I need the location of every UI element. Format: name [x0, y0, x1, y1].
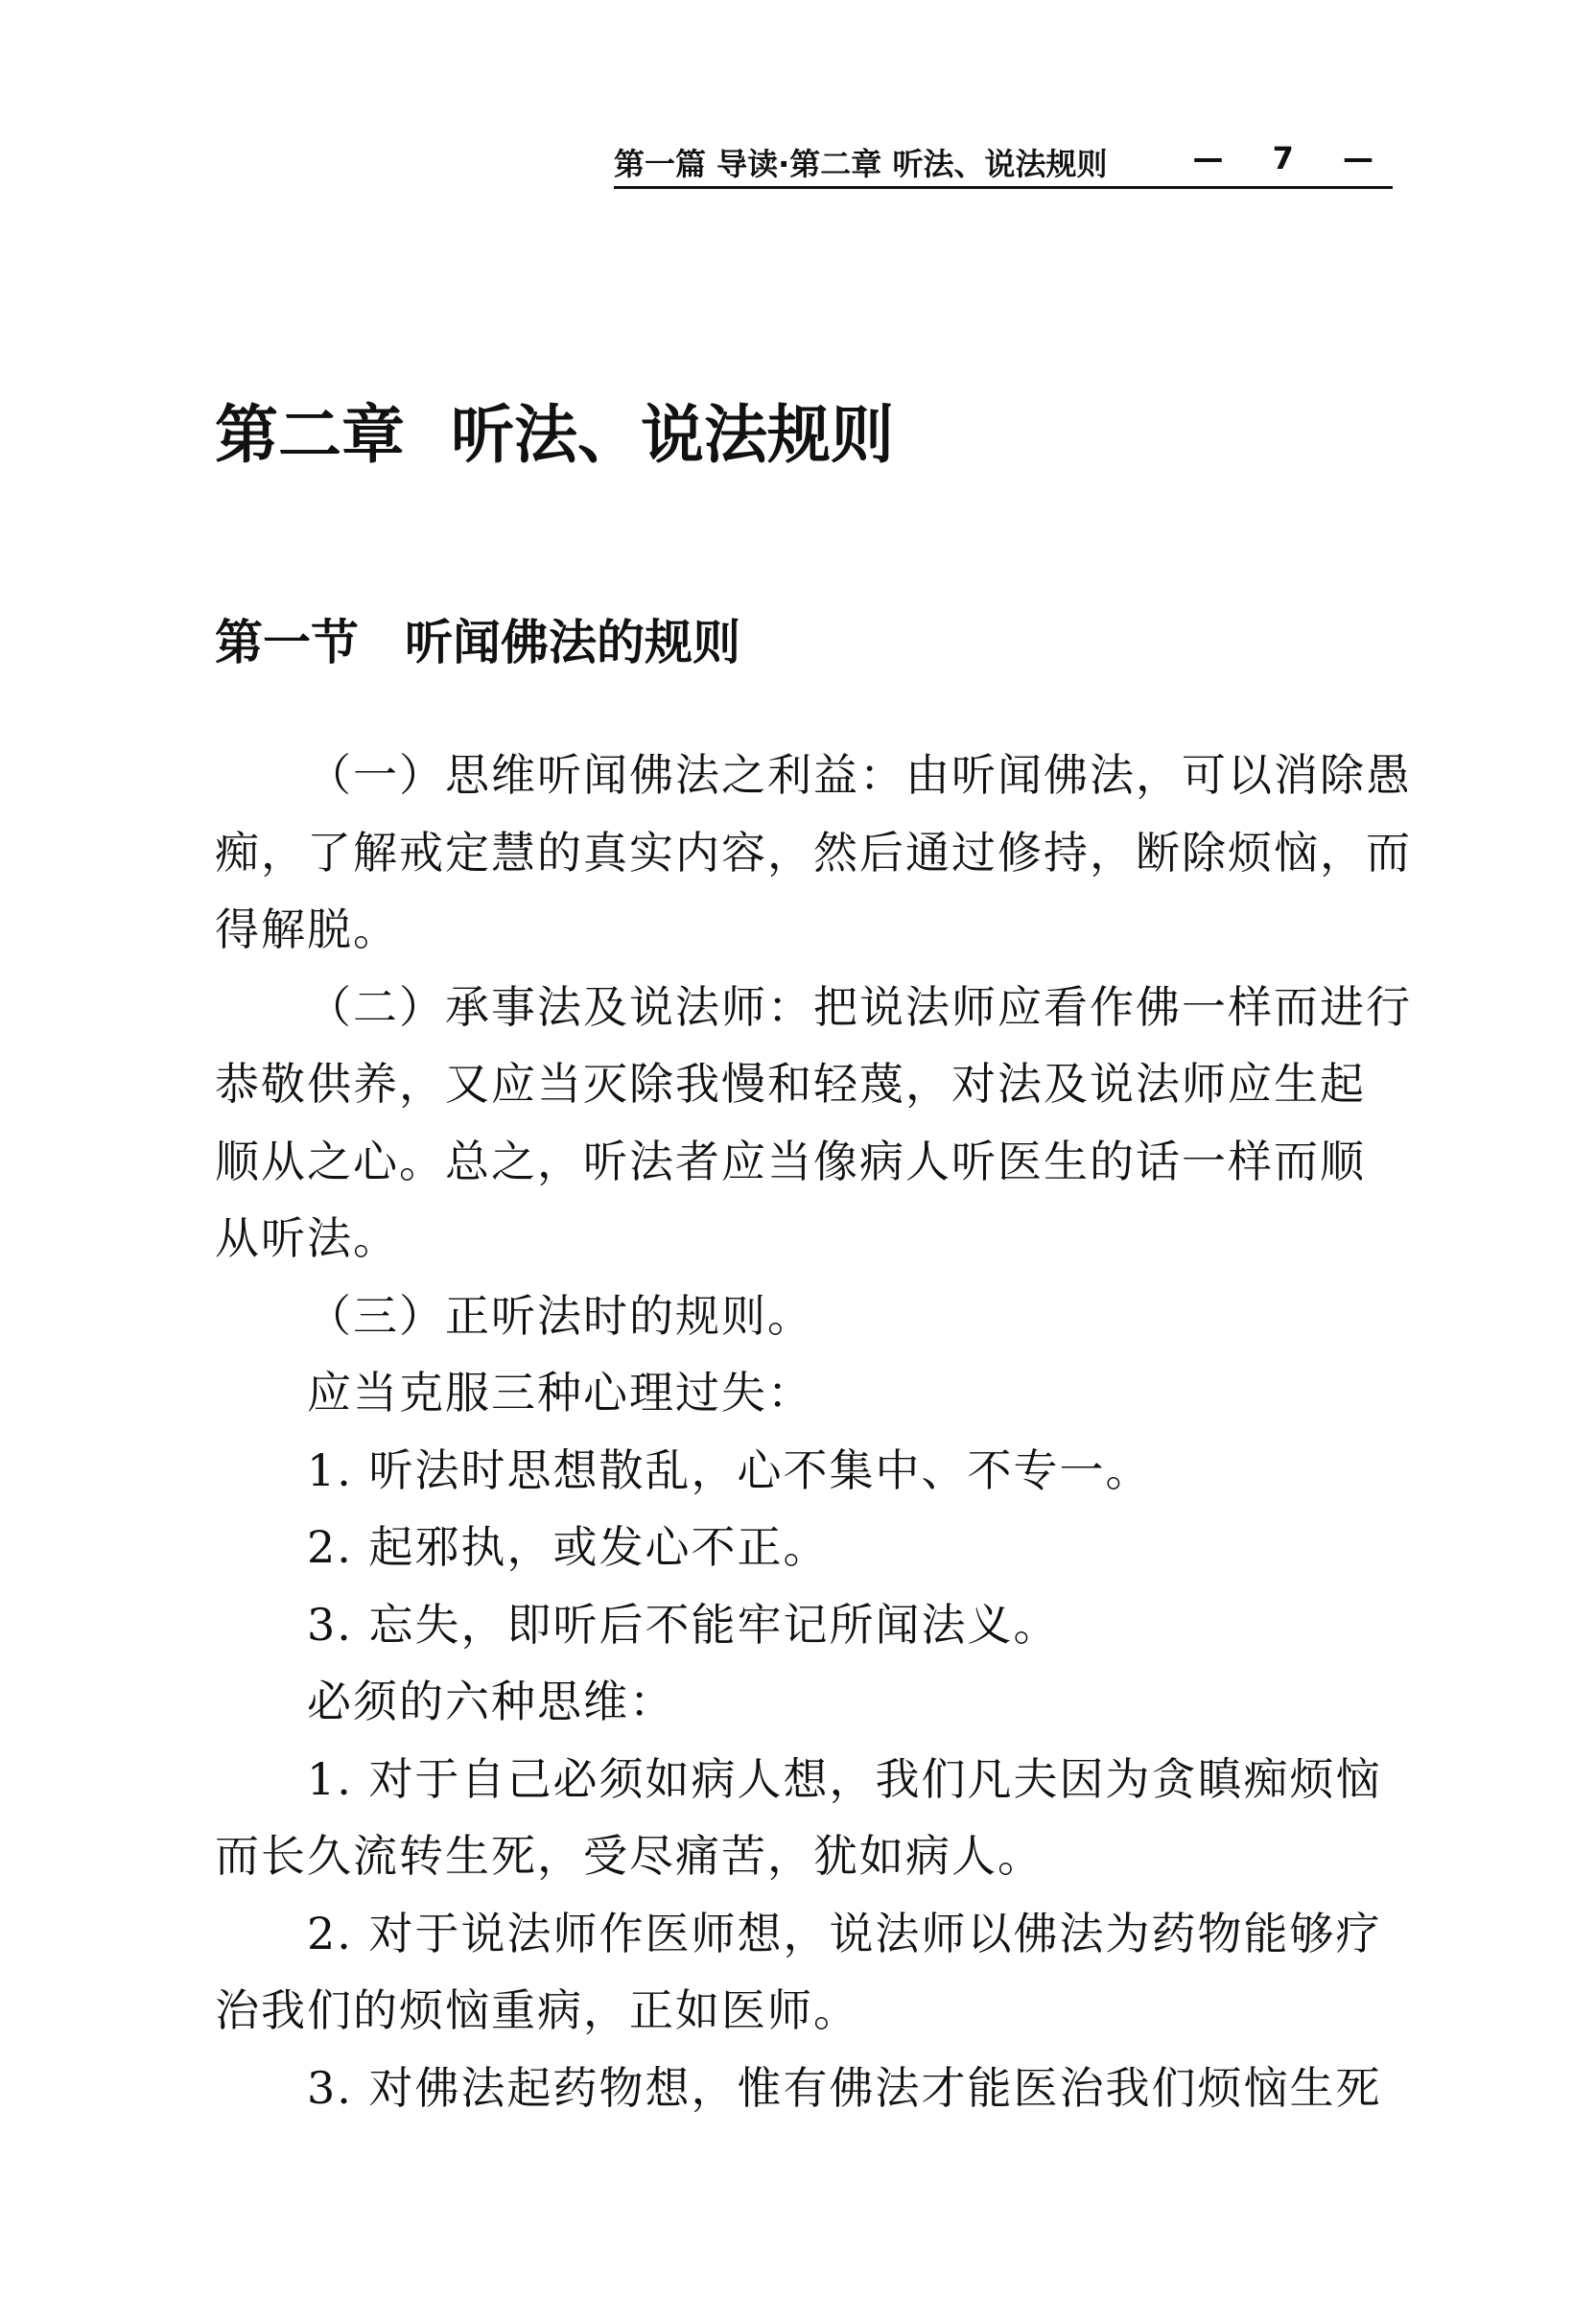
- text-line: 应当克服三种心理过失：: [307, 1367, 813, 1419]
- text-line: 痴，了解戒定慧的真实内容，然后通过修持，断除烦恼，而: [215, 826, 1412, 879]
- text-line: （三）正听法时的规则。: [307, 1289, 813, 1342]
- text-line: 3. 对佛法起药物想，惟有佛法才能医治我们烦恼生死: [307, 2061, 1382, 2114]
- chapter-heading: [215, 384, 894, 475]
- text-line: （一）思维听闻佛法之利益：由听闻佛法，可以消除愚: [307, 749, 1412, 801]
- text-line: 必须的六种思维：: [307, 1676, 675, 1727]
- text-line: 恭敬供养，又应当灭除我慢和轻蔑，对法及说法师应生起: [215, 1058, 1366, 1110]
- section-title: 听闻佛法的规则: [405, 615, 740, 670]
- text-line: 3. 忘失，即听后不能牢记所闻法义。: [307, 1598, 1060, 1651]
- text-line: 而长久流转生死，受尽痛苦，犹如病人。: [215, 1830, 1044, 1882]
- chapter-title: 听法、说法规则: [451, 398, 894, 472]
- running-header: [614, 140, 1393, 182]
- text-line: （二）承事法及说法师：把说法师应看作佛一样而进行: [307, 980, 1412, 1033]
- text-line: 2. 对于说法师作医师想，说法师以佛法为药物能够疗: [307, 1907, 1382, 1959]
- body-text: [215, 737, 1412, 2126]
- chapter-number: 第二章: [215, 398, 405, 472]
- section-heading: [215, 604, 740, 673]
- section-number: 第一节: [215, 615, 359, 670]
- text-line: 治我们的烦恼重病，正如医师。: [215, 1984, 859, 2036]
- header-rule: [614, 186, 1393, 189]
- text-line: 得解脱。: [215, 903, 399, 955]
- text-line: 2. 起邪执，或发心不正。: [307, 1521, 830, 1573]
- text-line: 顺从之心。总之，听法者应当像病人听医生的话一样而顺: [215, 1135, 1366, 1187]
- text-line: 1. 对于自己必须如病人想，我们凡夫因为贪瞋痴烦恼: [307, 1752, 1382, 1805]
- running-header-title: 第一篇 导读·第二章 听法、说法规则: [614, 146, 1108, 182]
- text-line: 1. 听法时思想散乱，心不集中、不专一。: [307, 1443, 1152, 1496]
- page-number: — 7 —: [1192, 140, 1393, 176]
- text-line: 从听法。: [215, 1212, 399, 1264]
